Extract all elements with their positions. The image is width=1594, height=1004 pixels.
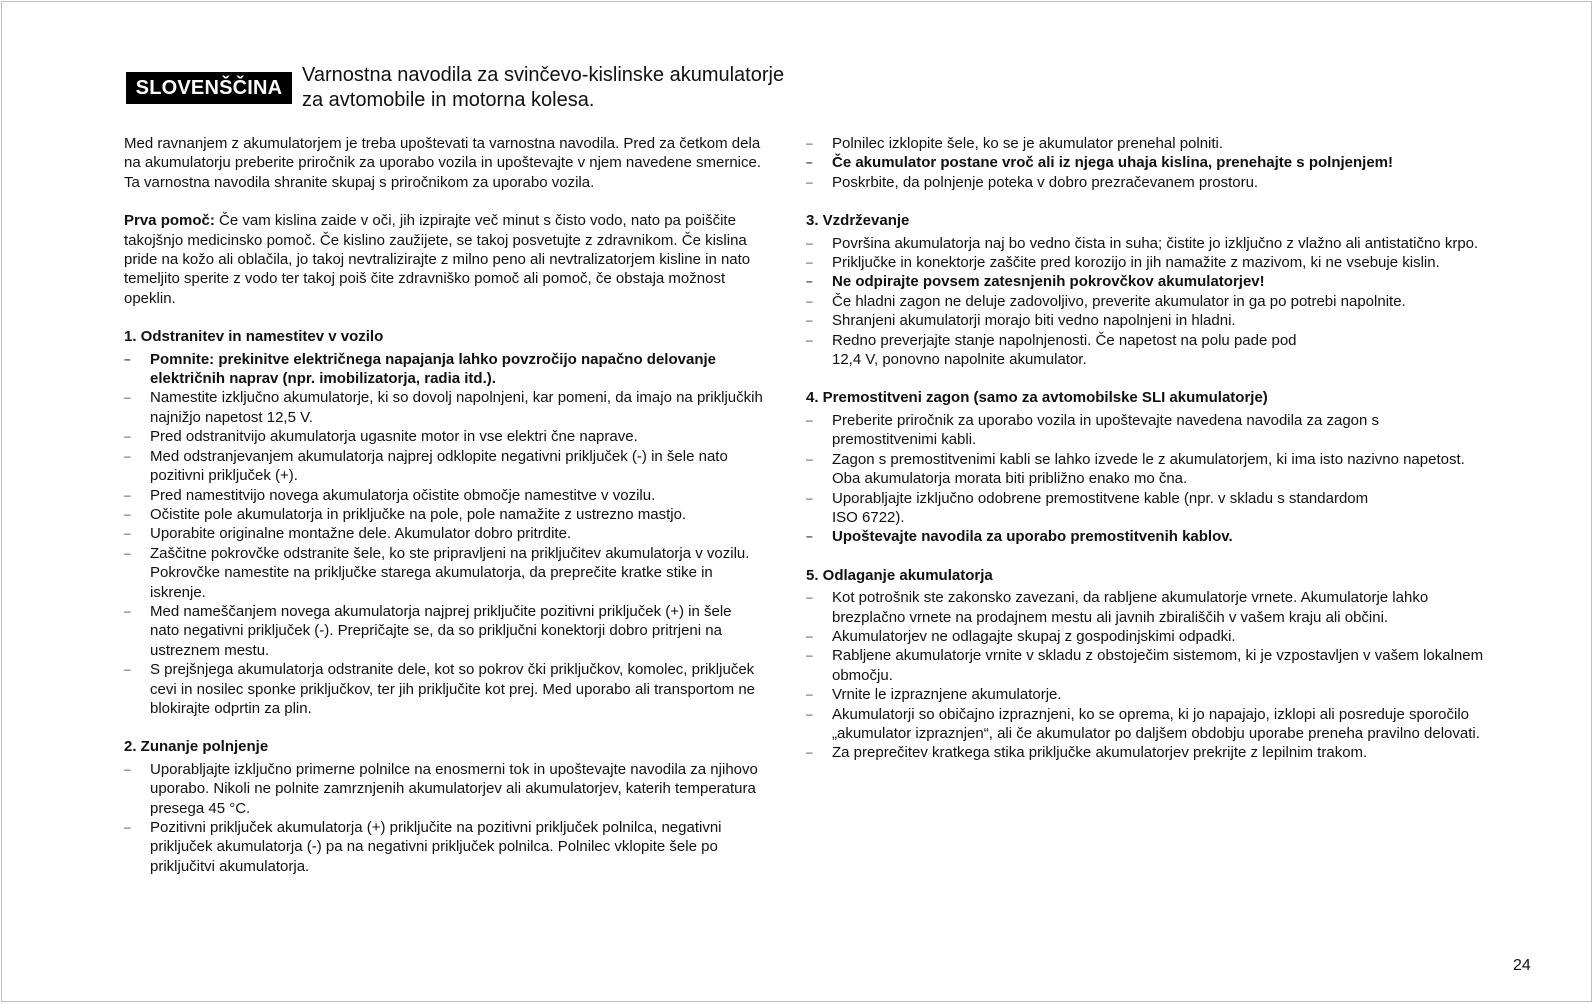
list-item: – Akumulatorji so običajno izpraznjeni, ko se oprema, ki jo napajajo, izklopi ali posreduje sporočilo „akumulator izpraznjen“, ali če akumulator po daljšem obdobju uporabe preneha pravilno delovati. (806, 705, 1486, 744)
intro-paragraph: Med ravnanjem z akumulatorjem je treba upoštevati ta varnostna navodila. Pred za četkom dela na akumulatorju preberite priročnik za uporabo vozila in upoštevajte v njem navedene smernice. Ta varnostna navodila shranite skupaj s priročnikom za uporabo vozila. (124, 135, 762, 191)
list-item: – Kot potrošnik ste zakonsko zavezani, da rabljene akumulatorje vrnete. Akumulatorje lahko brezplačno vrnete na prodajnem mestu ali javnih zbirališčih v vašem kraju ali občini. (806, 588, 1486, 627)
list-item: – Preberite priročnik za uporabo vozila in upoštevajte navedena navodila za zagon s premostitvenimi kabli. (806, 411, 1486, 450)
list-item: – Površina akumulatorja naj bo vedno čista in suha; čistite jo izključno z vlažno ali antistatično krpo. (806, 234, 1486, 253)
list-item: – S prejšnjega akumulatorja odstranite dele, kot so pokrov čki priključkov, komolec, priključek cevi in nosilec sponke priključkov, ter jih priključite kot prej. Med uporabo ali transportom ne blokirajte odprtin za plin. (124, 660, 764, 718)
list-item: – Akumulatorjev ne odlagajte skupaj z gospodinjskimi odpadki. (806, 627, 1486, 646)
section-title: 1. Odstranitev in namestitev v vozilo (124, 328, 384, 346)
section-title: 4. Premostitveni zagon (samo za avtomobilske SLI akumulatorje) (806, 389, 1268, 407)
title-line: za avtomobile in motorna kolesa. (302, 89, 595, 111)
list-item: – Če hladni zagon ne deluje zadovoljivo, preverite akumulator in ga po potrebi napolnite. (806, 292, 1486, 311)
list-item: – Zagon s premostitvenimi kabli se lahko izvede le z akumulatorjem, ki ima isto nazivno napetost. Oba akumulatorja morata biti približno enako mo čna. (806, 450, 1486, 489)
left-column (124, 134, 764, 876)
section-maintenance (806, 211, 1486, 369)
list-item: – Pred odstranitvijo akumulatorja ugasnite motor in vse elektri čne naprave. (124, 427, 764, 446)
list-item: – Uporabljajte izključno primerne polnilce na enosmerni tok in upoštevajte navodila za njihovo uporabo. Nikoli ne polnite zamrznjenih akumulatorjev ali akumulatorjev, katerih temperatura presega 45 °C. (124, 760, 764, 818)
first-aid-paragraph (124, 211, 764, 308)
bullet-list (806, 588, 1486, 763)
section-title: 5. Odlaganje akumulatorja (806, 566, 993, 584)
list-item: – Če akumulator postane vroč ali iz njega uhaja kislina, prenehajte s polnjenjem! (806, 153, 1486, 172)
list-item: – Upoštevajte navodila za uporabo premostitvenih kablov. (806, 527, 1486, 546)
right-column (806, 134, 1486, 782)
first-aid-label: Prva pomoč: (124, 212, 215, 230)
title-line: Varnostna navodila za svinčevo-kislinske akumulatorje (302, 64, 785, 86)
bullet-list (806, 411, 1486, 547)
section-title: 3. Vzdrževanje (806, 212, 910, 230)
section-disposal (806, 566, 1486, 763)
list-item: – Namestite izključno akumulatorje, ki so dovolj napolnjeni, kar pomeni, da imajo na priključkih najnižjo napetost 12,5 V. (124, 388, 764, 427)
list-item: – Pred namestitvijo novega akumulatorja očistite območje namestitve v vozilu. (124, 486, 764, 505)
bullet-list (806, 234, 1486, 370)
list-item: – Uporabite originalne montažne dele. Akumulator dobro pritrdite. (124, 524, 764, 543)
section-jump-start (806, 388, 1486, 546)
document-title (302, 63, 784, 113)
list-item: – Pozitivni priključek akumulatorja (+) priključite na pozitivni priključek polnilca, negativni priključek akumulatorja (-) pa na negativni priključek polnilca. Polnilec vklopite šele po priključitvi akumulatorja. (124, 818, 764, 876)
bullet-list-charging-continued (806, 134, 1486, 192)
list-item: – Ne odpirajte povsem zatesnjenih pokrovčkov akumulatorjev! (806, 272, 1486, 291)
list-item: – Polnilec izklopite šele, ko se je akumulator prenehal polniti. (806, 134, 1486, 153)
list-item: – Zaščitne pokrovčke odstranite šele, ko ste pripravljeni na priključitev akumulatorja v vozilu. Pokrovčke namestite na priključke starega akumulatorja, da preprečite kratke stike in iskrenje. (124, 544, 764, 602)
section-removal-installation (124, 327, 764, 718)
list-item: – Redno preverjajte stanje napolnjenosti. Če napetost na polu pade pod 12,4 V, ponovno napolnite akumulator. (806, 331, 1486, 370)
list-item: – Rabljene akumulatorje vrnite v skladu z obstoječim sistemom, ki je vzpostavljen v vašem lokalnem območju. (806, 646, 1486, 685)
bullet-list (124, 350, 764, 719)
list-item: – Uporabljajte izključno odobrene premostitvene kable (npr. v skladu s standardom ISO 6722). (806, 489, 1486, 528)
list-item: – Shranjeni akumulatorji morajo biti vedno napolnjeni in hladni. (806, 311, 1486, 330)
list-item: – Očistite pole akumulatorja in priključke na pole, pole namažite z ustrezno mastjo. (124, 505, 764, 524)
list-item: – Med odstranjevanjem akumulatorja najprej odklopite negativni priključek (-) in šele nato pozitivni priključek (+). (124, 447, 764, 486)
section-external-charging (124, 737, 764, 876)
language-badge: SLOVENŠČINA (126, 72, 292, 104)
list-item: – Med nameščanjem novega akumulatorja najprej priključite pozitivni priključek (+) in šele nato negativni priključek (-). Prepričajte se, da so priključni konektorji dobro pritrjeni na ustreznem mestu. (124, 602, 764, 660)
first-aid-text: Če vam kislina zaide v oči, jih izpirajte več minut s čisto vodo, nato pa poiščite takojšnjo medicinsko pomoč. Če kislino zaužijete, se takoj posvetujte z zdravnikom. Če kislina pride na kožo ali oblačila, jo takoj nevtralizirajte z milno peno ali nevtralizatorjem kisline in nato temeljito sperite z vodo ter takoj poiš čite zdravniško pomoč ali pomoč, če obstaja možnost opeklin. (124, 212, 751, 307)
list-item: – Pomnite: prekinitve električnega napajanja lahko povzročijo napačno delovanje električnih naprav (npr. imobilizatorja, radia itd.). (124, 350, 764, 389)
list-item: – Priključke in konektorje zaščite pred korozijo in jih namažite z mazivom, ki ne vsebuje kislin. (806, 253, 1486, 272)
bullet-list (124, 760, 764, 876)
list-item: – Poskrbite, da polnjenje poteka v dobro prezračevanem prostoru. (806, 173, 1486, 192)
list-item: – Za preprečitev kratkega stika priključke akumulatorjev prekrijte z lepilnim trakom. (806, 743, 1486, 762)
section-title: 2. Zunanje polnjenje (124, 738, 269, 756)
page-number: 24 (1513, 957, 1531, 974)
list-item: – Vrnite le izpraznjene akumulatorje. (806, 685, 1486, 704)
